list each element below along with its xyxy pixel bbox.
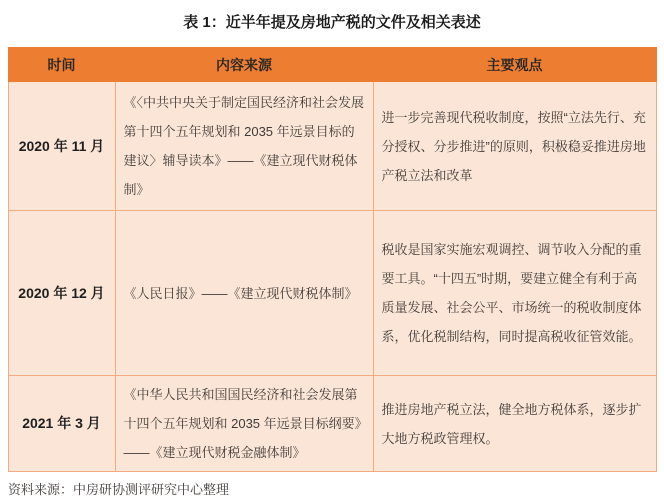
data-table xyxy=(8,47,657,472)
cell-viewpoint: 推进房地产税立法，健全地方税体系，逐步扩大地方税政管理权。 xyxy=(373,376,656,472)
cell-time: 2020 年 12 月 xyxy=(8,211,115,376)
cell-source: 《〈中共中央关于制定国民经济和社会发展第十四个五年规划和 2035 年远景目标的建议〉辅导读本》——《建立现代财税体制》 xyxy=(115,82,373,211)
table-row xyxy=(8,376,656,472)
table-title: 表 1：近半年提及房地产税的文件及相关表述 xyxy=(183,14,481,31)
cell-time: 2020 年 11 月 xyxy=(8,82,115,211)
cell-source: 《人民日报》——《建立现代财税体制》 xyxy=(115,211,373,376)
table-row xyxy=(8,82,656,211)
col-header-time: 时间 xyxy=(8,48,115,82)
table-row xyxy=(8,211,656,376)
cell-time: 2021 年 3 月 xyxy=(8,376,115,472)
source-note: 资料来源：中房研协测评研究中心整理 xyxy=(8,482,230,497)
cell-viewpoint: 税收是国家实施宏观调控、调节收入分配的重要工具。“十四五”时期，要建立健全有利于高质量发展、社会公平、市场统一的税收制度体系，优化税制结构，同时提高税收征管效能。 xyxy=(373,211,656,376)
cell-viewpoint: 进一步完善现代税收制度，按照“立法先行、充分授权、分步推进”的原则，积极稳妥推进房地产税立法和改革 xyxy=(373,82,656,211)
col-header-viewpoint: 主要观点 xyxy=(373,48,656,82)
cell-source: 《中华人民共和国国民经济和社会发展第十四个五年规划和 2035 年远景目标纲要》——《建立现代财税金融体制》 xyxy=(115,376,373,472)
col-header-source: 内容来源 xyxy=(115,48,373,82)
header-row xyxy=(8,48,656,82)
